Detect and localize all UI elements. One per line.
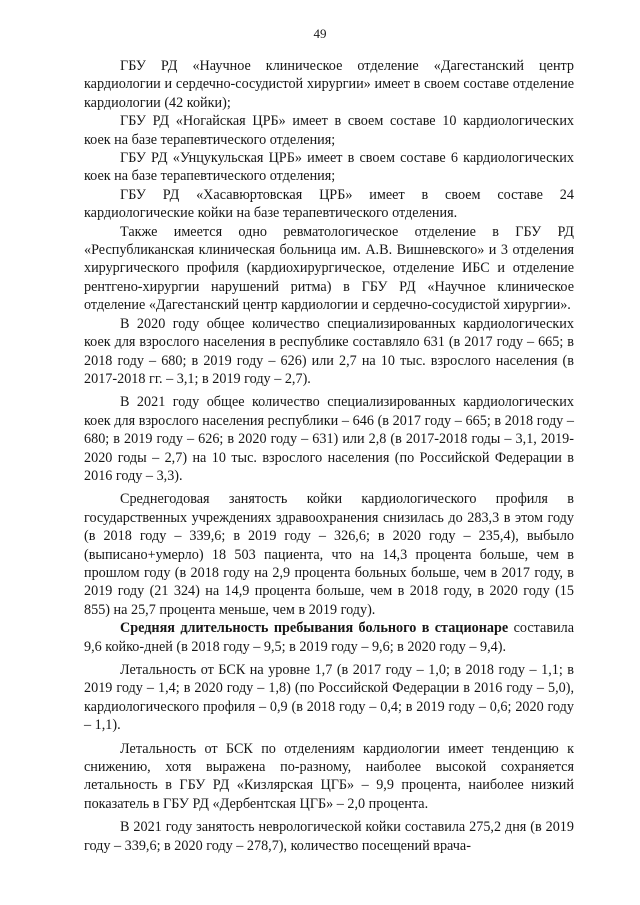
paragraph-text: Летальность от БСК на уровне 1,7 (в 2017 году – 1,0; в 2018 году – 1,1; в 2019 году – 1,4; в 2020 году – 1,8) (по Российской Федерации в 2016 году – 5,0), кардиологического профиля – 0,9 (в 2018 году – 0,4; в 2019 году – 0,6; 2020 году – 1,1). (84, 662, 574, 734)
paragraph-text: ГБУ РД «Унцукульская ЦРБ» имеет в своем составе 6 кардиологических коек на базе терапевтического отделения; (84, 150, 574, 185)
paragraph-text: Также имеется одно ревматологическое отделение в ГБУ РД «Республиканская клиническая больница им. А.В. Вишневского» и 3 отделения хирургического профиля (кардиохирургическое, отделение ИБС и отделение рентгено-хирургии нарушений ритма) в ГБУ РД «Научное клиническое отделение «Дагестанский центр кардиологии и сердечно-сосудистой хирургии». (84, 223, 574, 314)
page-number: 49 (313, 26, 327, 41)
paragraph-bed-occupancy (84, 490, 574, 619)
paragraph-text: ГБУ РД «Научное клиническое отделение «Дагестанский центр кардиологии и сердечно-сосудистой хирургии» имеет в своем составе отделение кардиологии (42 койки); (84, 58, 574, 111)
paragraph-text: В 2021 году общее количество специализированных кардиологических коек для взрослого населения республики – 646 (в 2017 году – 665; в 2018 году – 680; в 2019 году – 626; в 2020 году – 631) или 2,8 (в 2017-2018 годы – 3,1, 2019-2020 годы – 2,7) на 10 тыс. взрослого населения (по Российской Федерации в 2016 году – 3,3). (84, 394, 574, 484)
paragraph-text: В 2021 году занятость неврологической койки составила 275,2 дня (в 2019 году – 339,6; в 2020 году – 278,7), количество посещений врача- (84, 819, 574, 854)
paragraph-bold-lead: Средняя длительность пребывания больного в стационаре (120, 620, 509, 637)
paragraph-text: Летальность от БСК по отделениям кардиологии имеет тенденцию к снижению, хотя выражена по-разному, наиболее высокой сохраняется летальность в ГБУ РД «Кизлярская ЦГБ» – 9,9 процента, наиболее низкий показатель в ГБУ РД «Дербентская ЦГБ» – 2,0 процента. (84, 740, 574, 812)
paragraph-text: составила 9,6 койко-дней (в 2018 году – 9,5; в 2019 году – 9,6; в 2020 году – 9,4). (84, 620, 574, 655)
paragraph-rheumatology (84, 223, 574, 315)
paragraph-beds-2021 (84, 393, 574, 485)
document-body (84, 57, 574, 855)
paragraph-untsukul-crb (84, 149, 574, 186)
paragraph-beds-2020 (84, 315, 574, 389)
paragraph-text: В 2020 году общее количество специализированных кардиологических коек для взрослого населения в республике составляло 631 (в 2017 году – 665; в 2018 году – 680; в 2019 году – 626) или 2,7 на 10 тыс. взрослого населения (в 2017-2018 гг. – 3,1; в 2019 году – 2,7). (84, 315, 574, 387)
paragraph-mortality-departments (84, 740, 574, 814)
paragraph-text: ГБУ РД «Хасавюртовская ЦРБ» имеет в своем составе 24 кардиологические койки на базе терапевтического отделения. (84, 186, 574, 222)
paragraph-length-of-stay (84, 619, 574, 656)
paragraph-khasavyurt-crb (84, 186, 574, 223)
paragraph-text: ГБУ РД «Ногайская ЦРБ» имеет в своем составе 10 кардиологических коек на базе терапевтического отделения; (84, 113, 574, 148)
paragraph-mortality (84, 661, 574, 735)
paragraph-cardiology-center (84, 57, 574, 112)
paragraph-text: Среднегодовая занятость койки кардиологического профиля в государственных учреждениях здравоохранения снизилась до 283,3 в этом году (в 2018 году – 339,6; в 2019 году – 326,6; в 2020 году – 235,4), выбыло (выписано+умерло) 18 503 пациента, что на 14,3 процента больше, чем в прошлом году (в 2018 году на 2,9 процента больных больше, чем в 2017 году, в 2019 году (21 324) на 14,9 процента больше, чем в 2018 году, в 2020 году (15 855) на 25,7 процента меньше, чем в 2019 году). (84, 491, 574, 618)
paragraph-neurology-2021 (84, 818, 574, 855)
paragraph-nogai-crb (84, 112, 574, 149)
